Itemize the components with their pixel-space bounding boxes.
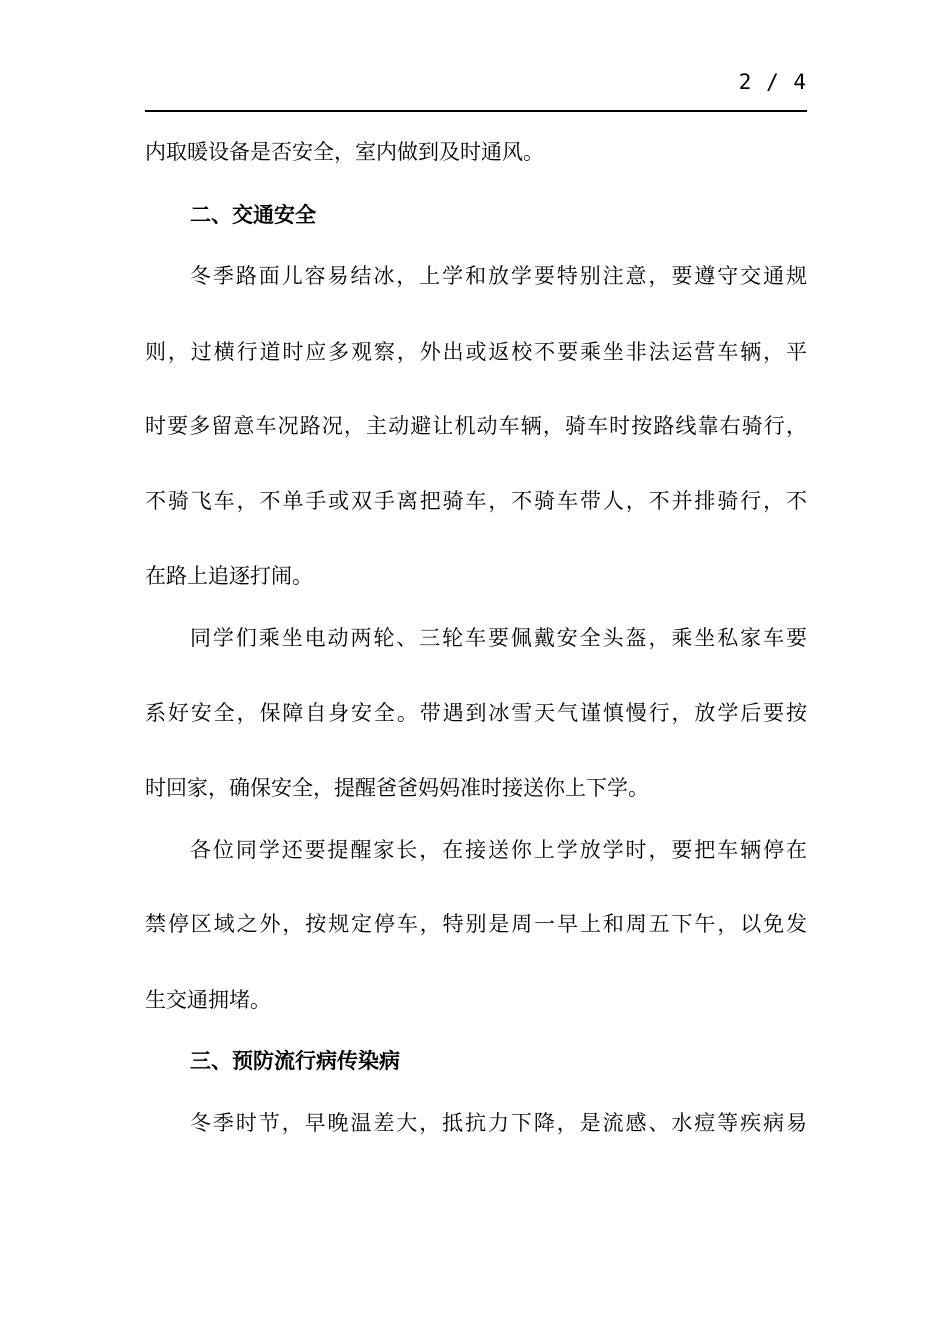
body-text-line: 禁停区域之外，按规定停车，特别是周一早上和周五下午，以免发: [145, 912, 807, 936]
header-rule: [145, 110, 807, 112]
body-text-line: 在路上追逐打闹。: [145, 564, 313, 588]
body-text-line: 系好安全，保障自身安全。带遇到冰雪天气谨慎慢行，放学后要按: [145, 701, 807, 725]
body-text-line: 生交通拥堵。: [145, 988, 271, 1012]
body-text-line: 时回家，确保安全，提醒爸爸妈妈准时接送你上下学。: [145, 776, 649, 800]
body-text-line: 各位同学还要提醒家长，在接送你上学放学时，要把车辆停在: [190, 838, 807, 862]
page-number: 2 / 4: [738, 70, 807, 94]
body-text-line: 则，过横行道时应多观察，外出或返校不要乘坐非法运营车辆，平: [145, 340, 807, 364]
body-text-line: 冬季路面儿容易结冰，上学和放学要特别注意，要遵守交通规: [190, 264, 807, 288]
body-text-line: 内取暖设备是否安全，室内做到及时通风。: [145, 140, 544, 164]
body-text-line: 不骑飞车，不单手或双手离把骑车，不骑车带人，不并排骑行，不: [145, 489, 807, 513]
body-text-line: 时要多留意车况路况，主动避让机动车辆，骑车时按路线靠右骑行，: [145, 414, 807, 438]
body-text-line: 冬季时节，早晚温差大，抵抗力下降，是流感、水痘等疾病易: [190, 1111, 807, 1135]
section-heading-traffic-safety: 二、交通安全: [190, 203, 316, 227]
section-heading-epidemic-prevention: 三、预防流行病传染病: [190, 1049, 400, 1073]
body-text-line: 同学们乘坐电动两轮、三轮车要佩戴安全头盔，乘坐私家车要: [190, 626, 807, 650]
